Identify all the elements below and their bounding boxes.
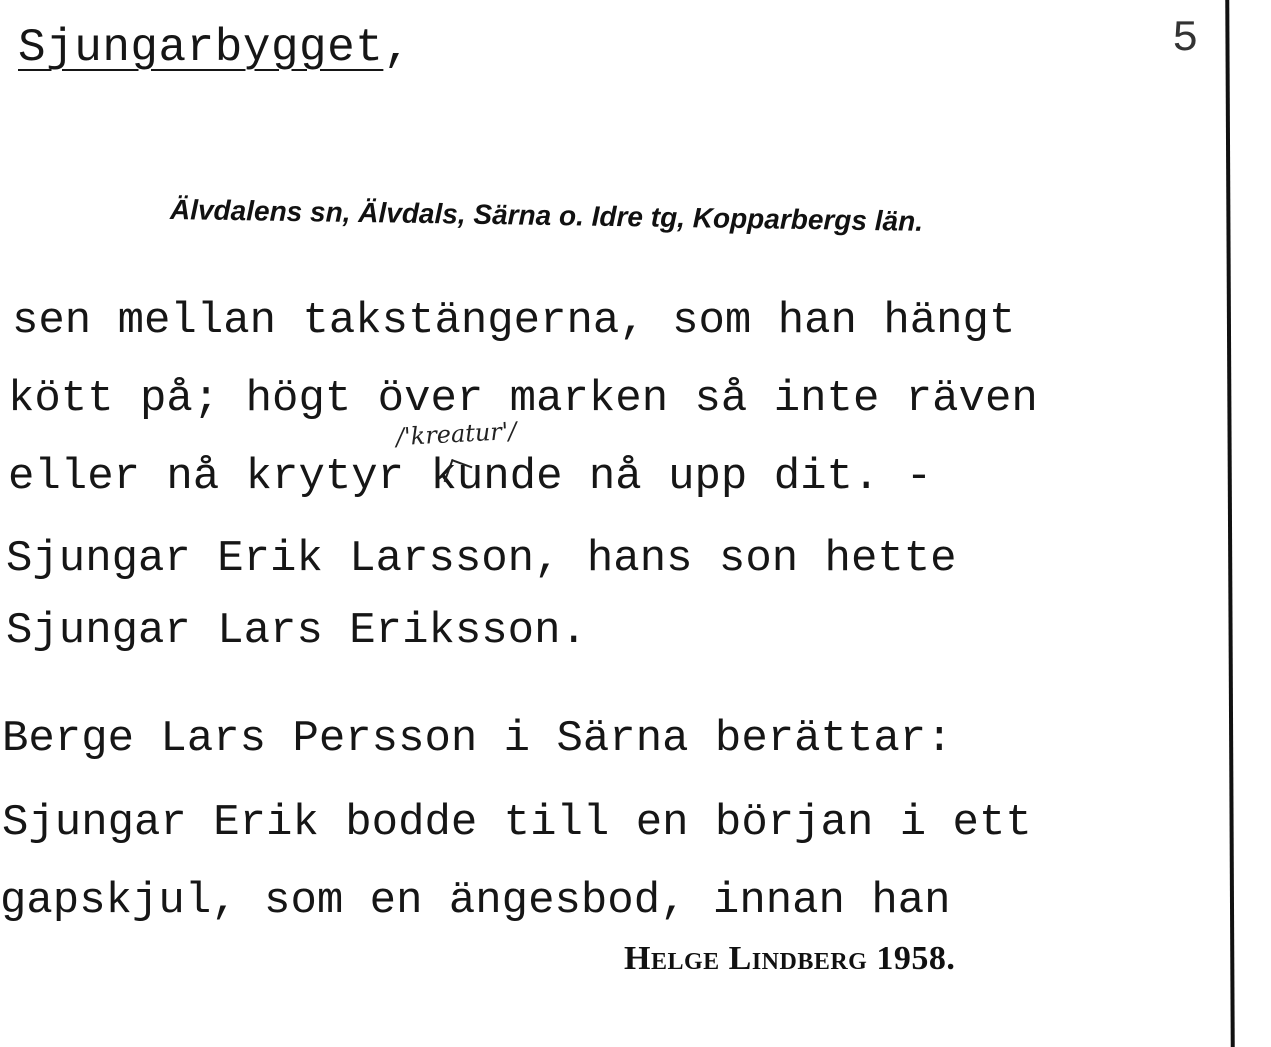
text-line-3: eller nå krytyr kunde nå upp dit. -: [8, 452, 933, 502]
card-title-suffix: ,: [383, 22, 412, 74]
signature: Helge Lindberg 1958.: [624, 940, 956, 977]
text-line-2: kött på; högt över marken så inte räven: [8, 374, 1038, 424]
handwritten-correction: /'kreatur'/: [395, 416, 518, 452]
text-line-1: sen mellan takstängerna, som han hängt: [12, 296, 1016, 346]
text-line-5: Sjungar Lars Eriksson.: [6, 606, 587, 656]
card-title-text: Sjungarbygget: [18, 22, 384, 74]
parish-header: Älvdalens sn, Älvdals, Särna o. Idre tg, Kopparbergs län.: [169, 194, 924, 237]
text-line-6: Berge Lars Persson i Särna berättar:: [2, 714, 953, 764]
page-number: 5: [1172, 14, 1199, 64]
text-line-8: gapskjul, som en ängesbod, innan han: [0, 876, 951, 926]
card-title: [18, 22, 411, 74]
text-line-7: Sjungar Erik bodde till en början i ett: [2, 798, 1032, 848]
text-line-4: Sjungar Erik Larsson, hans son hette: [6, 534, 957, 584]
card-edge-line: [1225, 0, 1234, 1047]
